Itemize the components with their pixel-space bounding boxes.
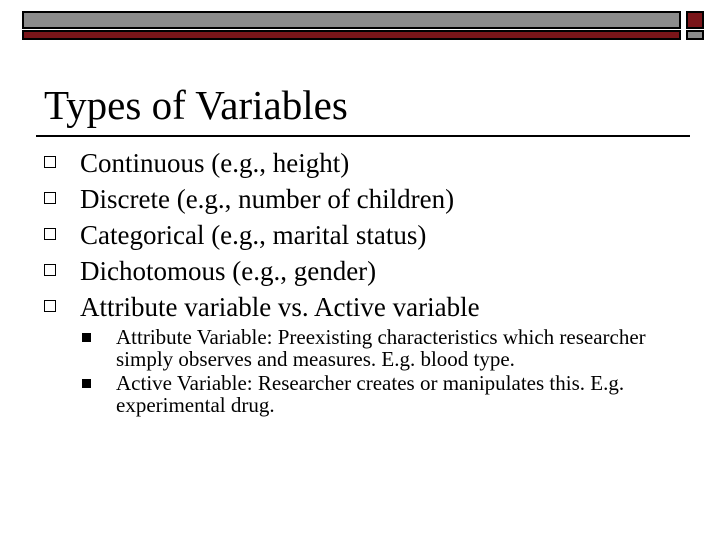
decoration-red-square	[686, 11, 704, 29]
hollow-square-icon	[44, 300, 56, 312]
sub-bullet-list	[82, 326, 692, 418]
bullet-text: Attribute variable vs. Active variable	[80, 292, 480, 322]
bullet-item-attribute-vs-active	[44, 289, 480, 325]
slide-title: Types of Variables	[44, 82, 348, 128]
hollow-square-icon	[44, 264, 56, 276]
bullet-item-categorical	[44, 217, 480, 253]
filled-square-icon	[82, 333, 91, 342]
hollow-square-icon	[44, 156, 56, 168]
bullet-item-discrete	[44, 181, 480, 217]
decoration-gray-square	[686, 30, 704, 40]
sub-bullet-text: Attribute Variable: Preexisting characteristics which researcher simply observes and measures. E.g. blood type.	[116, 325, 646, 371]
filled-square-icon	[82, 379, 91, 388]
bullet-item-dichotomous	[44, 253, 480, 289]
decoration-red-bar	[22, 30, 681, 40]
hollow-square-icon	[44, 192, 56, 204]
bullet-item-continuous	[44, 145, 480, 181]
hollow-square-icon	[44, 228, 56, 240]
bullet-text: Continuous (e.g., height)	[80, 148, 350, 178]
bullet-text: Categorical (e.g., marital status)	[80, 220, 427, 250]
sub-bullet-active-variable	[82, 372, 692, 416]
title-underline	[36, 135, 690, 137]
sub-bullet-text: Active Variable: Researcher creates or manipulates this. E.g. experimental drug.	[116, 371, 625, 417]
decoration-gray-bar	[22, 11, 681, 29]
bullet-text: Discrete (e.g., number of children)	[80, 184, 455, 214]
bullet-list	[44, 145, 480, 325]
bullet-text: Dichotomous (e.g., gender)	[80, 256, 377, 286]
sub-bullet-attribute-variable	[82, 326, 692, 370]
